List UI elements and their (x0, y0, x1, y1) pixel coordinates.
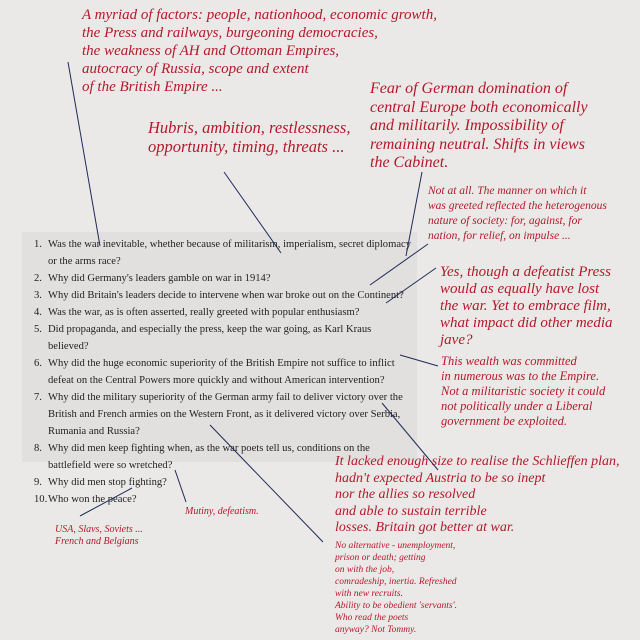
question-number: 8. (34, 443, 42, 454)
question-number: 1. (34, 239, 42, 250)
question-number: 2. (34, 273, 42, 284)
question-text: Why did the military superiority of the German army fail to deliver victory over the British and French armies on the Western Front, as it delivered victory over Serbia, Rumania and Russia? (48, 392, 403, 437)
question-number: 5. (34, 324, 42, 335)
question-text: Was the war, as is often asserted, really greeted with popular enthusiasm? (48, 307, 360, 318)
connector-line (68, 62, 100, 246)
question-text: Who won the peace? (48, 494, 137, 505)
note-hubris: Hubris, ambition, restlessness, opportunity, timing, threats ... (148, 118, 351, 156)
note-lacked: It lacked enough size to realise the Schlieffen plan, hadn't expected Austria to be so inept nor the allies so resolved and able to sustain terrible losses. Britain got better at war. (335, 454, 620, 535)
connector-line (406, 172, 422, 256)
note-no-alternative: No alternative - unemployment, prison or death; getting on with the job, comradeship, inertia. Refreshed with new recruits. Ability to be obedient 'servants'. Who read the poets anyway? Not Tommy. (335, 541, 457, 635)
note-not-at-all: Not at all. The manner on which it was greeted reflected the heterogenous nature of society: for, against, for nation, for relief, on impulse ... (428, 185, 607, 242)
question-number: 10. (34, 494, 48, 505)
question-text: Why did Germany's leaders gamble on war in 1914? (48, 273, 271, 284)
question-number: 4. (34, 307, 42, 318)
question-text: Why did the huge economic superiority of the British Empire not suffice to inflict defeat on the Central Powers more quickly and without American intervention? (48, 358, 395, 386)
note-fear: Fear of German domination of central Europe both economically and militarily. Impossibility of remaining neutral. Shifts in views the Cabinet. (370, 80, 588, 171)
connector-line (80, 488, 132, 516)
connector-line (382, 403, 438, 470)
connector-line (224, 172, 281, 253)
connector-line (370, 244, 428, 285)
question-text: Why did men stop fighting? (48, 477, 167, 488)
question-number: 3. (34, 290, 42, 301)
connector-line (175, 470, 186, 502)
note-usa: USA, Slavs, Soviets ... French and Belgians (55, 524, 143, 547)
question-text: Why did men keep fighting when, as the war poets tell us, conditions on the battlefield were so wretched? (48, 443, 370, 471)
note-yes: Yes, though a defeatist Press would as equally have lost the war. Yet to embrace film, what impact did other media jave? (440, 264, 613, 348)
connector-line (400, 355, 438, 366)
question-number: 6. (34, 358, 42, 369)
question-number: 7. (34, 392, 42, 403)
question-text: Was the war inevitable, whether because of militarism, imperialism, secret diplomacy or the arms race? (48, 239, 412, 267)
connector-line (386, 268, 436, 303)
note-mutiny: Mutiny, defeatism. (185, 506, 259, 517)
note-myriad: A myriad of factors: people, nationhood, economic growth, the Press and railways, burgeoning democracies, the weakness of AH and Ottoman Empires, autocracy of Russia, scope and extent of the British Empire ... (82, 7, 437, 95)
question-number: 9. (34, 477, 42, 488)
question-text: Did propaganda, and especially the press, keep the war going, as Karl Kraus believed? (48, 324, 372, 352)
question-text: Why did Britain's leaders decide to intervene when war broke out on the Continent? (48, 290, 404, 301)
connector-line (210, 425, 323, 542)
note-wealth: This wealth was committed in numerous was to the Empire. Not a militaristic society it could not politically under a Liberal government be exploited. (441, 354, 606, 428)
